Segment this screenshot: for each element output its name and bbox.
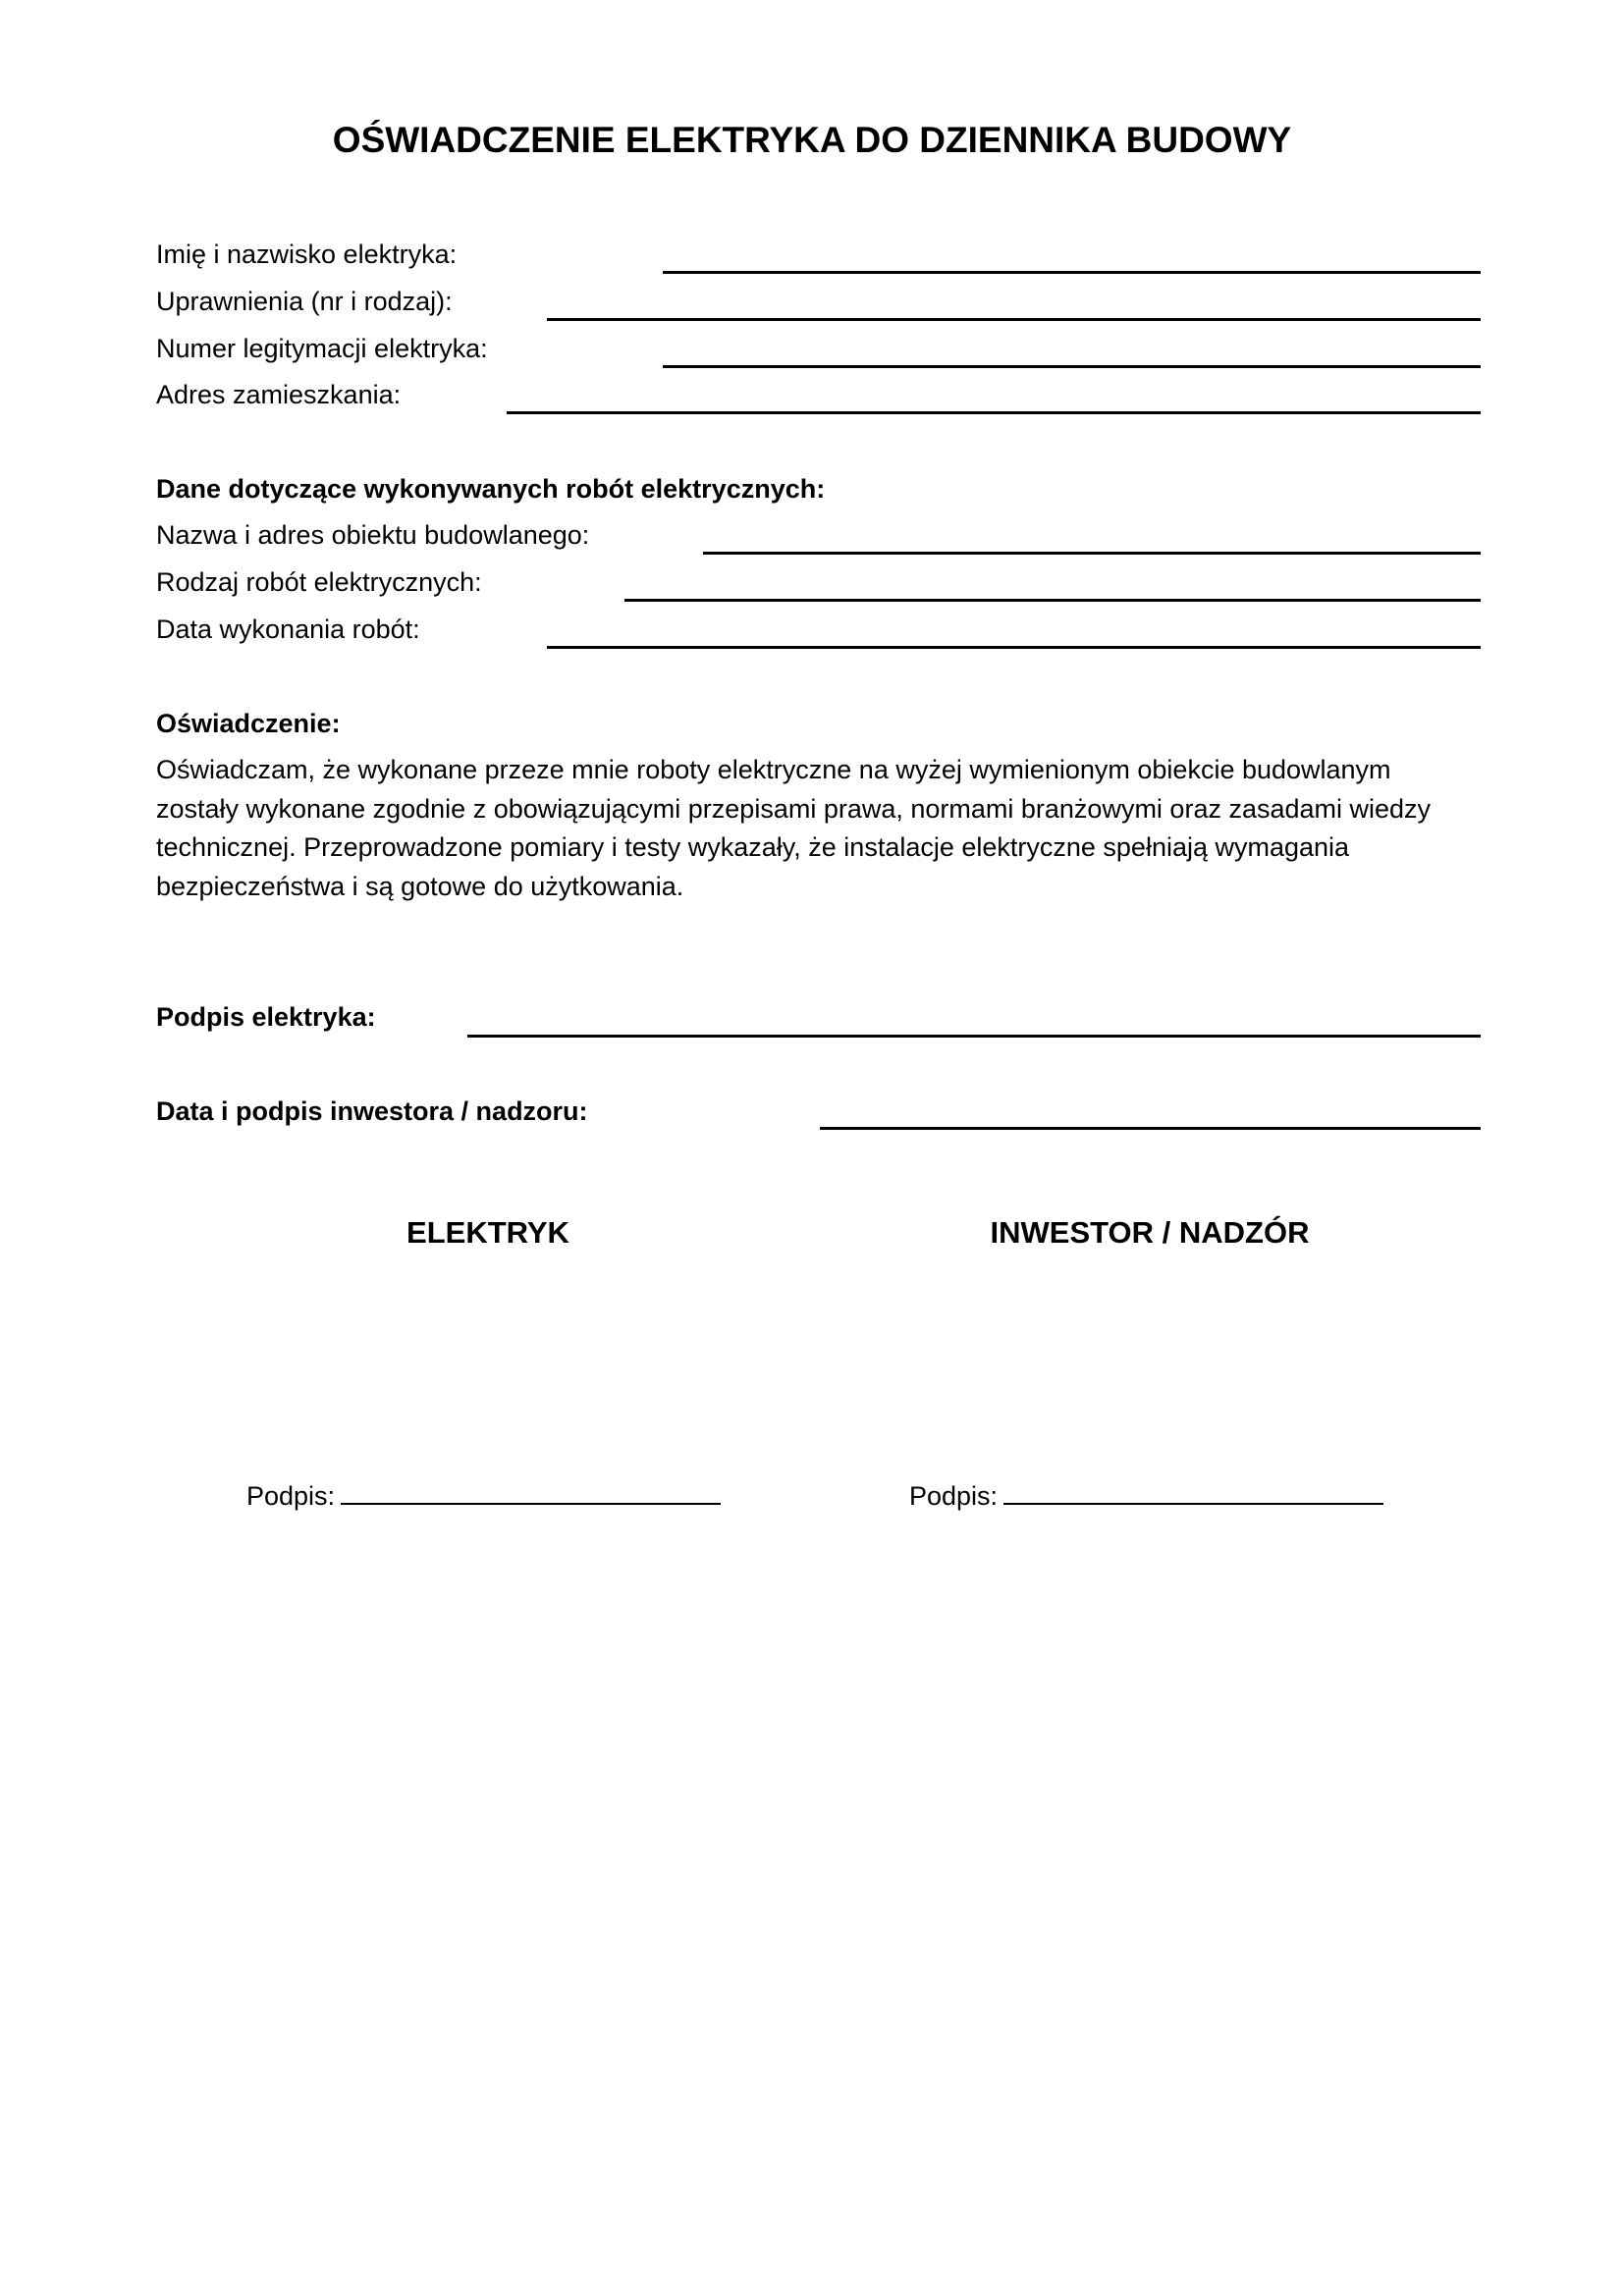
electrician-sign-label: Podpis: [246, 1481, 336, 1511]
document-title: OŚWIADCZENIE ELEKTRYKA DO DZIENNIKA BUDOWY [332, 120, 1292, 160]
electrician-signature-label: Podpis elektryka: [156, 1002, 376, 1032]
building-object-label: Nazwa i adres obiektu budowlanego: [156, 520, 590, 550]
statement-paragraph [156, 751, 1491, 906]
investor-column-title: INWESTOR / NADZÓR [990, 1215, 1310, 1250]
investor-sign-block [909, 1479, 1383, 1513]
license-number-field[interactable] [663, 365, 1481, 368]
electrician-column-title: ELEKTRYK [406, 1215, 569, 1250]
permissions-field[interactable] [547, 318, 1481, 321]
investor-signature-label: Data i podpis inwestora / nadzoru: [156, 1096, 588, 1126]
address-field[interactable] [507, 411, 1481, 414]
electrician-sign-block [246, 1479, 721, 1513]
address-label: Adres zamieszkania: [156, 380, 402, 409]
permissions-label: Uprawnienia (nr i rodzaj): [156, 287, 453, 316]
works-type-field[interactable] [624, 599, 1481, 602]
works-type-label: Rodzaj robót elektrycznych: [156, 567, 482, 597]
statement-line: Oświadczam, że wykonane przeze mnie roboty elektryczne na wyżej wymienionym obiekcie budowlanym [156, 755, 1391, 784]
statement-line: bezpieczeństwa i są gotowe do użytkowania. [156, 871, 684, 901]
investor-sign-field[interactable] [1003, 1481, 1383, 1505]
statement-heading: Oświadczenie: [156, 709, 341, 738]
investor-signature-field[interactable] [820, 1127, 1481, 1130]
electrician-sign-field[interactable] [341, 1481, 721, 1505]
works-date-field[interactable] [547, 646, 1481, 649]
license-number-label: Numer legitymacji elektryka: [156, 334, 488, 363]
electrician-name-field[interactable] [663, 271, 1481, 274]
electrician-signature-field[interactable] [467, 1035, 1481, 1038]
statement-line: zostały wykonane zgodnie z obowiązującymi przepisami prawa, normami branżowymi oraz zasadami wiedzy [156, 793, 1432, 824]
works-section-heading: Dane dotyczące wykonywanych robót elektrycznych: [156, 474, 826, 504]
works-date-label: Data wykonania robót: [156, 614, 420, 644]
electrician-name-label: Imię i nazwisko elektryka: [156, 240, 458, 269]
statement-line: technicznej. Przeprowadzone pomiary i testy wykazały, że instalacje elektryczne spełniają wymagania [156, 832, 1350, 862]
investor-sign-label: Podpis: [909, 1481, 999, 1511]
building-object-field[interactable] [703, 552, 1481, 555]
